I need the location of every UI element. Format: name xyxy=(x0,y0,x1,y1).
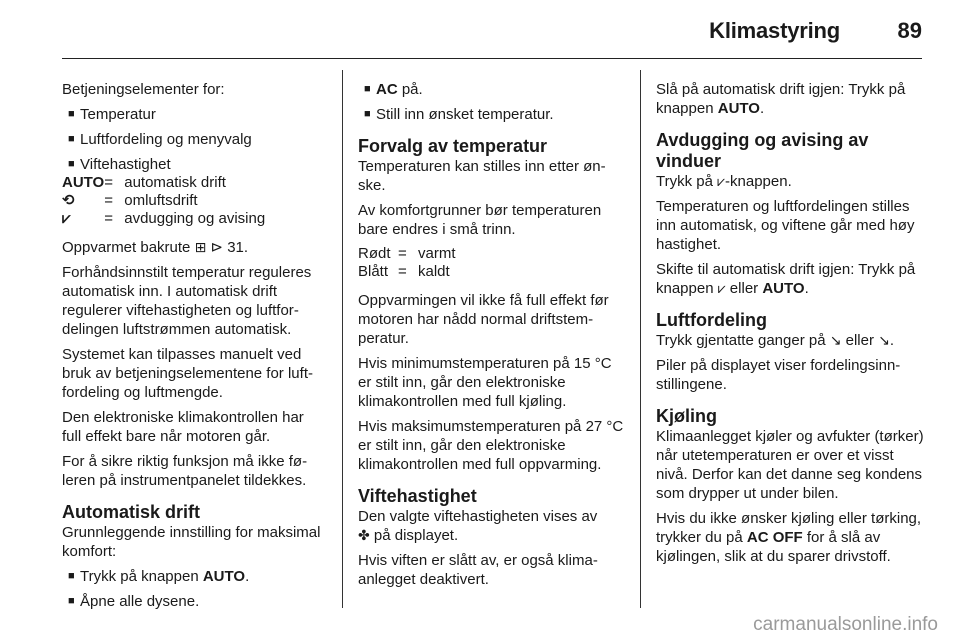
list-item: ■ Trykk på knappen AUTO. xyxy=(68,568,250,585)
table-row: AUTO = automatisk drift xyxy=(62,174,226,191)
paragraph: Trykk på ⩗-knappen. xyxy=(656,173,792,190)
page-number: 89 xyxy=(897,18,922,43)
paragraph: Grunnleggende innstilling for maksimal komfort: xyxy=(62,524,321,560)
bullet-icon: ■ xyxy=(68,595,75,607)
heading-automatic-mode: Automatisk drift xyxy=(62,502,201,522)
color-legend xyxy=(358,245,456,281)
list-item: ■ Temperatur xyxy=(68,106,156,123)
heading-air-distribution: Luftfordeling xyxy=(656,310,767,330)
heated-rear-window-text: Oppvarmet bakrute ⊞ ⊳ 31. xyxy=(62,239,249,256)
table-row: ⩗ = avdugging og avising xyxy=(62,210,266,227)
paragraph: Hvis minimumstemperaturen på 15 °C er stilt inn, går den elektroniske klimakontrollen med full kjøling. xyxy=(358,355,612,410)
heading-temperature-preset: Forvalg av temperatur xyxy=(358,136,548,156)
paragraph: Slå på automatisk drift igjen: Trykk på knappen AUTO. xyxy=(656,81,906,117)
paragraph: Av komfortgrunner bør temperaturen bare endres i små trinn. xyxy=(358,202,602,238)
bullet-icon: ■ xyxy=(68,108,75,120)
list-item: ■ Luftfordeling og menyvalg xyxy=(68,131,252,148)
fan-icon: ✤ xyxy=(358,527,370,543)
air-distribution-icon: ↘ xyxy=(829,332,842,348)
paragraph: Klimaanlegget kjøler og avfukter (tørker) når utetemperaturen er over et visst nivå. Derfor kan det danne seg kondens som drypper ut under bilen. xyxy=(656,428,924,502)
defrost-icon: ⩗ xyxy=(717,280,726,296)
list-item: ■ Viftehastighet xyxy=(68,156,171,173)
page-title: Klimastyring xyxy=(709,18,840,43)
paragraph: For å sikre riktig funksjon må ikke føleren på instrumentpanelet tildekkes. xyxy=(62,453,308,489)
heading-cooling: Kjøling xyxy=(656,406,717,426)
air-distribution-icon: ↘ xyxy=(878,332,890,348)
column-3 xyxy=(656,80,924,572)
paragraph: Temperaturen og luftfordelingen stilles inn automatisk, og viftene går med høy hastighet. xyxy=(656,198,915,253)
rear-window-heater-icon: ⊞ xyxy=(194,239,207,255)
bullet-icon: ■ xyxy=(364,108,371,120)
heading-fan-speed: Viftehastighet xyxy=(358,486,477,506)
paragraph: Hvis du ikke ønsker kjøling eller tørking, trykker du på AC OFF for å slå av kjølingen, slik at du sparer drivstoff. xyxy=(656,510,922,565)
column-2 xyxy=(358,80,628,595)
bullet-icon: ■ xyxy=(68,133,75,145)
column-1 xyxy=(62,80,327,617)
list-item: ■ AC på. xyxy=(364,81,423,98)
table-row: Rødt = varmt xyxy=(358,245,456,262)
paragraph: Den valgte viftehastigheten vises av ✤ på displayet. xyxy=(358,508,598,544)
heading-defog-defrost: Avdugging og avising av vinduer xyxy=(656,130,869,171)
defrost-icon: ⩗ xyxy=(62,210,71,227)
table-row: Blått = kaldt xyxy=(358,263,450,280)
paragraph: Skifte til automatisk drift igjen: Trykk på knappen ⩗ eller AUTO. xyxy=(656,261,916,297)
paragraph: Forhåndsinnstilt temperatur reguleres automatisk inn. I automatisk drift regulerer viftehastigheten og luftfordelingen luftstrømmen automatisk. xyxy=(62,264,312,338)
watermark: carmanualsonline.info xyxy=(753,614,938,635)
header-divider xyxy=(62,58,922,59)
paragraph: Systemet kan tilpasses manuelt ved bruk av betjeningselementene for luftfordeling og luftmengde. xyxy=(62,346,313,401)
bullet-icon: ■ xyxy=(68,570,75,582)
column-divider-1 xyxy=(342,70,343,608)
bullet-icon: ■ xyxy=(68,158,75,170)
list-item: ■ Still inn ønsket temperatur. xyxy=(364,106,554,123)
column-divider-2 xyxy=(640,70,641,608)
auto-key: AUTO xyxy=(62,174,105,191)
table-row: ⟲ = omluftsdrift xyxy=(62,192,198,209)
recirculation-icon: ⟲ xyxy=(62,192,75,209)
paragraph: Oppvarmingen vil ikke få full effekt før motoren har nådd normal driftstemperatur. xyxy=(358,292,609,347)
paragraph: Den elektroniske klimakontrollen har full effekt bare når motoren går. xyxy=(62,409,304,445)
list-item: ■ Åpne alle dysene. xyxy=(68,593,200,610)
control-legend xyxy=(62,174,265,228)
bullet-icon: ■ xyxy=(364,83,371,95)
paragraph: Hvis maksimumstemperaturen på 27 °C er stilt inn, går den elektroniske klimakontrollen med full oppvarming. xyxy=(358,418,624,473)
controls-intro: Betjeningselementer for: xyxy=(62,81,225,98)
paragraph: Temperaturen kan stilles inn etter ønske. xyxy=(358,158,606,194)
paragraph: Trykk gjentatte ganger på ↘ eller ↘. xyxy=(656,332,895,349)
defrost-icon: ⩗ xyxy=(717,173,726,189)
paragraph: Hvis viften er slått av, er også klimaanlegget deaktivert. xyxy=(358,552,598,588)
paragraph: Piler på displayet viser fordelingsinnstillingene. xyxy=(656,357,901,393)
